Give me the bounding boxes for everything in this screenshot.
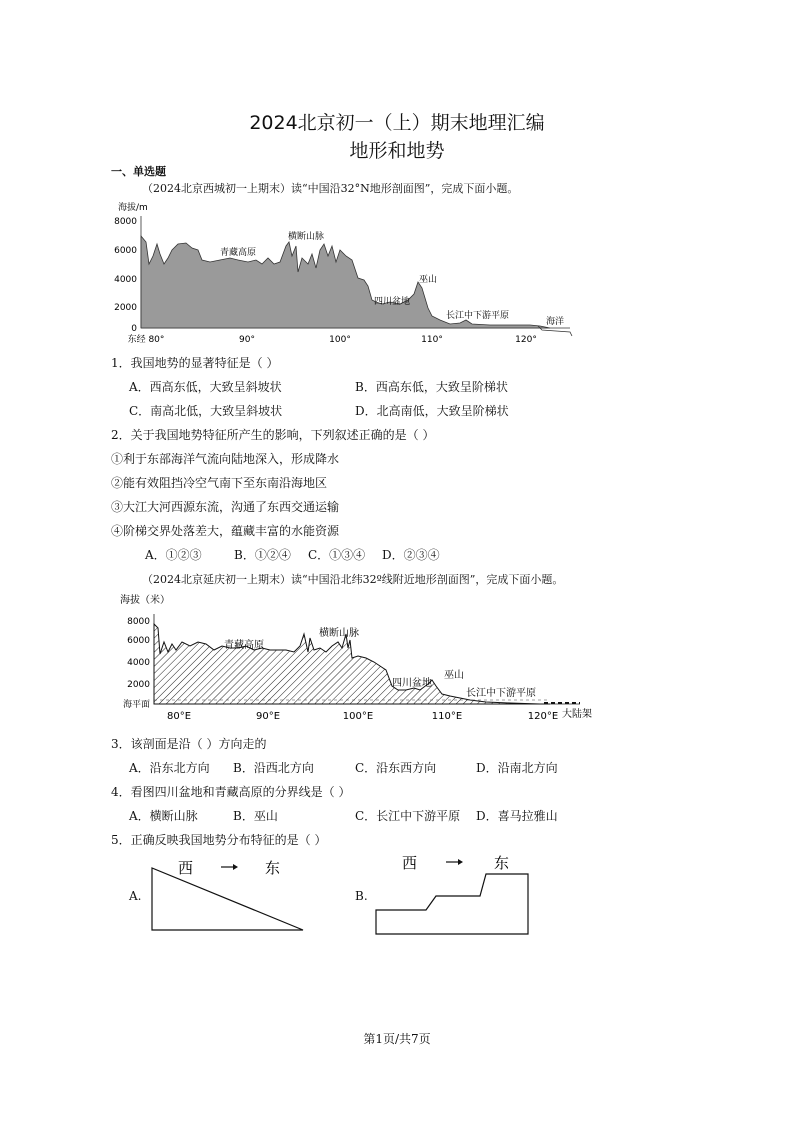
chart1-label-plain: 长江中下游平原 — [446, 311, 510, 321]
q5-diagram-a[interactable] — [145, 852, 315, 934]
chart2-xtick: 90°E — [255, 711, 281, 722]
chart2-xtick: 120°E — [527, 711, 559, 722]
chart1-xtick: 110° — [421, 335, 443, 345]
chart1-label-wushan: 巫山 — [419, 275, 438, 285]
chart1-ytick: 8000 — [114, 217, 137, 227]
chart1-ytick: 2000 — [114, 303, 137, 313]
profile-chart-1 — [110, 198, 580, 348]
q3-option-a[interactable]: A．沿东北方向 — [129, 761, 210, 775]
q4-option-b[interactable]: B．巫山 — [233, 809, 278, 823]
q1-option-b[interactable]: B．西高东低，大致呈阶梯状 — [355, 380, 508, 394]
chart2-label-hengduan: 横断山脉 — [319, 628, 359, 639]
chart1-xtick: 90° — [239, 335, 255, 345]
chart2-label-sichuan: 四川盆地 — [392, 678, 432, 689]
page-footer: 第1页/共7页 — [363, 1032, 431, 1046]
profile-chart-2 — [110, 590, 600, 725]
chart1-label-sichuan: 四川盆地 — [374, 297, 411, 307]
chart1-xtick: 100° — [329, 335, 351, 345]
q2-statement-4: ④阶梯交界处落差大，蕴藏丰富的水能资源 — [111, 524, 340, 538]
chart2-label-wushan: 巫山 — [444, 670, 464, 681]
q4-option-a[interactable]: A．横断山脉 — [129, 809, 198, 823]
q2-statement-3: ③大江大河西源东流，沟通了东西交通运输 — [111, 500, 340, 514]
q1-option-c[interactable]: C．南高北低，大致呈斜坡状 — [129, 404, 283, 418]
chart2-xtick: 100°E — [342, 711, 374, 722]
q2-statement-1: ①利于东部海洋气流向陆地深入，形成降水 — [111, 452, 340, 466]
chart2-ytick: 2000 — [127, 680, 150, 690]
chart2-ytick: 8000 — [127, 617, 150, 627]
q3-stem: 3．该剖面是沿（ ）方向走的 — [111, 737, 267, 751]
chart2-label-plain: 长江中下游平原 — [466, 688, 536, 699]
chart1-label-plateau: 青藏高原 — [220, 248, 257, 258]
chart2-ytick: 海平面 — [122, 700, 150, 710]
slope-shape — [152, 868, 303, 930]
q3-option-b[interactable]: B．沿西北方向 — [233, 761, 314, 775]
chart1-ytick: 0 — [131, 324, 137, 334]
chart2-xtick: 110°E — [431, 711, 463, 722]
q5b-west: 西 — [402, 854, 418, 872]
q4-option-c[interactable]: C．长江中下游平原 — [355, 809, 461, 823]
q2-option-b[interactable]: B．①②④ — [234, 548, 291, 562]
q4-option-d[interactable]: D．喜马拉雅山 — [476, 809, 558, 823]
chart2-ytick: 6000 — [127, 636, 150, 646]
chart2-label-shelf: 大陆架 — [562, 709, 592, 720]
chart2-xtick: 80°E — [166, 711, 192, 722]
q2-option-c[interactable]: C．①③④ — [308, 548, 366, 562]
q2-statement-2: ②能有效阻挡冷空气南下至东南沿海地区 — [111, 476, 328, 490]
q1-option-a[interactable]: A．西高东低，大致呈斜坡状 — [129, 380, 282, 394]
q5b-east: 东 — [494, 854, 510, 872]
page-title: 2024北京初一（上）期末地理汇编 — [249, 112, 545, 134]
chart1-xtick: 东经 80° — [127, 335, 165, 345]
section-heading: 一、单选题 — [111, 165, 166, 178]
intro-2: （2024北京延庆初一上期末）读“中国沿北纬32º线附近地形剖面图”，完成下面小题。 — [142, 573, 564, 586]
step-shape — [376, 874, 528, 934]
chart2-label-plateau: 青藏高原 — [224, 640, 264, 651]
chart1-xtick: 120° — [515, 335, 537, 345]
chart1-label-hengduan: 横断山脉 — [288, 232, 325, 242]
q2-stem: 2．关于我国地势特征所产生的影响，下列叙述正确的是（ ） — [111, 428, 435, 442]
chart1-ytick: 4000 — [114, 275, 137, 285]
q4-stem: 4．看图四川盆地和青藏高原的分界线是（ ） — [111, 785, 351, 799]
q5-option-b-label[interactable]: B. — [355, 889, 368, 903]
q1-option-d[interactable]: D．北高南低，大致呈阶梯状 — [355, 404, 509, 418]
chart1-ylabel: 海拔/m — [118, 203, 148, 213]
q5-diagram-b[interactable] — [370, 850, 540, 940]
chart2-ytick: 4000 — [127, 658, 150, 668]
page-subtitle: 地形和地势 — [349, 140, 445, 162]
chart1-ytick: 6000 — [114, 246, 137, 256]
chart1-label-ocean: 海洋 — [546, 317, 565, 327]
q2-option-a[interactable]: A．①②③ — [145, 548, 202, 562]
q5a-east: 东 — [265, 859, 281, 877]
q5-option-a-label[interactable]: A. — [129, 889, 142, 903]
chart2-ylabel: 海拔（米） — [120, 595, 170, 606]
q2-option-d[interactable]: D．②③④ — [382, 548, 440, 562]
intro-1: （2024北京西城初一上期末）读“中国沿32°N地形剖面图”，完成下面小题。 — [142, 182, 519, 195]
q5-stem: 5．正确反映我国地势分布特征的是（ ） — [111, 833, 327, 847]
q3-option-c[interactable]: C．沿东西方向 — [355, 761, 437, 775]
q5a-west: 西 — [178, 859, 194, 877]
q1-stem: 1．我国地势的显著特征是（ ） — [111, 356, 279, 370]
q3-option-d[interactable]: D．沿南北方向 — [476, 761, 558, 775]
